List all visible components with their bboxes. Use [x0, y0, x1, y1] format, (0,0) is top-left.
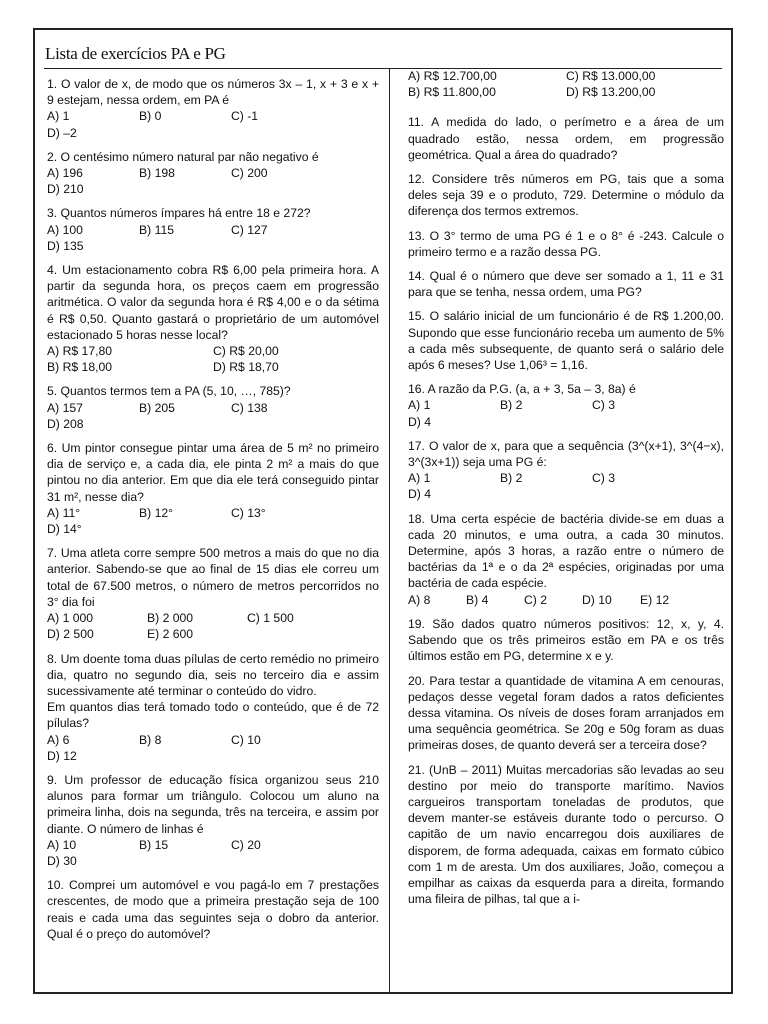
answer-option: C) 20 — [231, 837, 261, 852]
answer-option: D) 12 — [47, 748, 77, 763]
answer-option: C) 1 500 — [247, 611, 294, 626]
answer-option: B) R$ 18,00 — [47, 360, 113, 375]
answer-options — [408, 470, 724, 502]
question-text: 2. O centésimo número natural par não negativo é — [47, 149, 319, 164]
left-column — [47, 68, 379, 950]
answer-options — [47, 505, 379, 537]
answer-option: D) R$ 18,70 — [213, 360, 279, 375]
question-block — [47, 651, 379, 764]
question-block — [408, 673, 724, 754]
answer-options — [47, 343, 379, 375]
question-block — [408, 381, 724, 430]
question-block — [47, 205, 379, 254]
question-block — [47, 772, 379, 869]
answer-option: D) 135 — [47, 238, 84, 253]
question-block — [47, 76, 379, 141]
question-text: 7. Uma atleta corre sempre 500 metros a mais do que no dia anterior. Sabendo-se que ao final de 15 dias ele correu um total de 67.500 metros, o número de metros percorridos no 3° dia foi — [47, 546, 379, 609]
question-text: 20. Para testar a quantidade de vitamina A em cenouras, pedaços desse vegetal foram dados a ratos deficientes dessa vitamina. Os níveis de doses foram arranjados em uma sequência geométrica. Se 20g e 50g foram as duas primeiras doses, de quanto deverá ser a terceira dose? — [408, 673, 724, 753]
question-block — [408, 228, 724, 260]
question-text-continued: Em quantos dias terá tomado todo o conteúdo, que é de 72 pílulas? — [47, 700, 379, 731]
question-block — [408, 308, 724, 373]
answer-option: C) 200 — [231, 166, 268, 181]
answer-option: D) –2 — [47, 125, 77, 140]
question-text: 4. Um estacionamento cobra R$ 6,00 pela primeira hora. A partir da segunda hora, os preços caem em progressão aritmética. O valor da segunda hora é R$ 4,00 e o da sétima é R$ 0,50. Quanto gastará o proprietário de um automóvel estacionado 5 horas nesse local? — [47, 263, 379, 342]
answer-option: A) 1 — [47, 109, 70, 124]
question-block — [408, 114, 724, 163]
answer-option: B) 15 — [139, 837, 169, 852]
question-block — [47, 440, 379, 537]
question-text: 18. Uma certa espécie de bactéria divide-se em duas a cada 20 minutos, e uma outra, a cada 30 minutos. Determine, após 3 horas, a razão entre o número de bactérias da 1ª e o da 2ª espécies, originadas por uma bactéria de cada espécie. — [408, 511, 724, 591]
answer-option: C) 3 — [592, 398, 616, 413]
answer-option: D) 208 — [47, 416, 84, 431]
answer-option: C) R$ 13.000,00 — [566, 69, 656, 83]
answer-option: A) 10 — [47, 837, 77, 852]
right-column — [408, 68, 724, 915]
question-block — [47, 149, 379, 198]
answer-option: D) 210 — [47, 182, 84, 197]
answer-options — [47, 108, 379, 140]
question-text: 14. Qual é o número que deve ser somado a 1, 11 e 31 para que se tenha, nessa ordem, uma PG? — [408, 269, 724, 300]
answer-option: D) 2 500 — [47, 627, 94, 642]
answer-option: A) 11° — [47, 505, 81, 520]
question-text: 8. Um doente toma duas pílulas de certo remédio no primeiro dia, quatro no segundo dia, seis no terceiro dia e assim sucessivamente até terminar o conteúdo do vidro. — [47, 651, 379, 698]
answer-options — [47, 165, 379, 197]
question-block — [408, 511, 724, 608]
question-text: 19. São dados quatro números positivos: 12, x, y, 4. Sabendo que os três primeiros estão em PA e os três últimos estão em PG, determine x e y. — [408, 616, 724, 664]
answer-option: A) 1 000 — [47, 611, 94, 626]
answer-option: D) 4 — [408, 414, 432, 429]
question-block — [47, 262, 379, 375]
question-text: 6. Um pintor consegue pintar uma área de 5 m² no primeiro dia de serviço e, a cada dia, ele pinta 2 m² a mais do que pintou no dia anterior. Em que dia ele terá conseguido pintar 31 m², nesse dia? — [47, 441, 379, 504]
answer-option: A) 100 — [47, 222, 83, 237]
answer-option: A) 8 — [408, 592, 431, 607]
question-text: 16. A razão da P.G. (a, a + 3, 5a – 3, 8a) é — [408, 382, 636, 397]
question-text: 5. Quantos termos tem a PA (5, 10, …, 785)? — [47, 384, 291, 399]
question-text: 11. A medida do lado, o perímetro e a área de um quadrado estão, nessa ordem, em progressão geométrica. Qual a área do quadrado? — [408, 115, 724, 162]
answer-options — [408, 397, 724, 429]
answer-option: C) 13° — [231, 505, 266, 520]
answer-option: B) R$ 11.800,00 — [408, 85, 496, 100]
question-text: 1. O valor de x, de modo que os números 3x – 1, x + 3 e x + 9 estejam, nessa ordem, em PA é — [47, 77, 379, 108]
answer-option: C) -1 — [231, 109, 259, 124]
question-block — [47, 877, 379, 942]
answer-option: B) 12° — [139, 505, 174, 520]
answer-option: B) 2 000 — [147, 611, 194, 626]
question-block — [47, 545, 379, 642]
answer-option: A) 6 — [47, 732, 70, 747]
question-text: 9. Um professor de educação física organizou seus 210 alunos para formar um triângulo. Colocou um aluno na primeira linha, dois na segunda, três na terceira, e assim por diante. O número de linhas é — [47, 772, 379, 836]
question-block — [408, 762, 724, 908]
question-block — [408, 171, 724, 220]
answer-option: C) 10 — [231, 732, 261, 747]
worksheet — [33, 28, 733, 994]
answer-option: E) 12 — [640, 592, 670, 607]
answer-option: B) 4 — [466, 592, 489, 607]
question-text: 10. Comprei um automóvel e vou pagá-lo em 7 prestações crescentes, de modo que a primeira prestação seja de 100 reais e cada uma das seguintes seja o dobro da anterior. Qual é o preço do automóvel? — [47, 878, 379, 941]
answer-option: D) 14° — [47, 522, 82, 537]
question-10-options — [408, 68, 724, 100]
question-text: 21. (UnB – 2011) Muitas mercadorias são levadas ao seu destino por meio do transporte marítimo. Navios cargueiros transportam toneladas de produtos, que devem manter-se estáveis durante todo o percurso. O capitão de um navio encarregou dois auxiliares de disporem, de forma adequada, caixas em formato cúbico com 1 m de aresta. Um dos auxiliares, João, começou a empilhar as caixas da esquerda para a direita, formando uma fileira de pilhas, tal que a i- — [408, 762, 724, 907]
question-text: 17. O valor de x, para que a sequência (3^(x+1), 3^(4−x), 3^(3x+1)) seja uma PG é: — [408, 438, 724, 470]
answer-options — [47, 222, 379, 254]
answer-option: A) 1 — [408, 471, 431, 486]
answer-option: D) 30 — [47, 853, 77, 868]
answer-option: A) R$ 17,80 — [47, 344, 113, 359]
answer-option: B) 2 — [500, 471, 523, 486]
answer-option: A) 157 — [47, 400, 83, 415]
answer-options — [47, 837, 379, 869]
worksheet-title: Lista de exercícios PA e PG — [45, 44, 226, 63]
answer-option: D) R$ 13.200,00 — [566, 85, 656, 100]
answer-option: D) 4 — [408, 487, 432, 502]
question-block — [408, 438, 724, 503]
question-text: 3. Quantos números ímpares há entre 18 e 272? — [47, 206, 311, 221]
question-block — [408, 268, 724, 300]
question-text: 13. O 3° termo de uma PG é 1 e o 8° é -243. Calcule o primeiro termo e a razão dessa PG. — [408, 228, 724, 259]
answer-option: D) 10 — [582, 592, 612, 607]
answer-options — [408, 592, 724, 608]
answer-option: B) 205 — [139, 400, 175, 415]
answer-option: A) 196 — [47, 166, 83, 181]
question-block — [408, 616, 724, 665]
answer-option: A) R$ 12.700,00 — [408, 69, 497, 83]
answer-option: C) 2 — [524, 592, 548, 607]
question-text: 12. Considere três números em PG, tais que a soma deles seja 39 e o produto, 729. Determine o módulo da diferença dos termos extremos. — [408, 172, 724, 219]
answer-option: B) 198 — [139, 166, 175, 181]
answer-option: A) 1 — [408, 398, 431, 413]
answer-option: C) 3 — [592, 471, 616, 486]
answer-options — [47, 732, 379, 764]
column-divider — [389, 68, 390, 992]
answer-option: E) 2 600 — [147, 627, 194, 642]
answer-options — [47, 400, 379, 432]
question-block — [47, 383, 379, 432]
answer-option: C) 127 — [231, 222, 268, 237]
answer-option: B) 0 — [139, 109, 162, 124]
answer-option: B) 2 — [500, 398, 523, 413]
answer-option: B) 115 — [139, 222, 175, 237]
answer-options — [47, 610, 379, 642]
question-text: 15. O salário inicial de um funcionário é de R$ 1.200,00. Supondo que esse funcionário receba um aumento de 5% a cada mês subsequente, de quanto será o salário dele após 6 meses? Use 1,06³ = 1,16. — [408, 309, 724, 373]
answer-option: C) 138 — [231, 400, 268, 415]
answer-option: C) R$ 20,00 — [213, 344, 279, 359]
answer-option: B) 8 — [139, 732, 162, 747]
